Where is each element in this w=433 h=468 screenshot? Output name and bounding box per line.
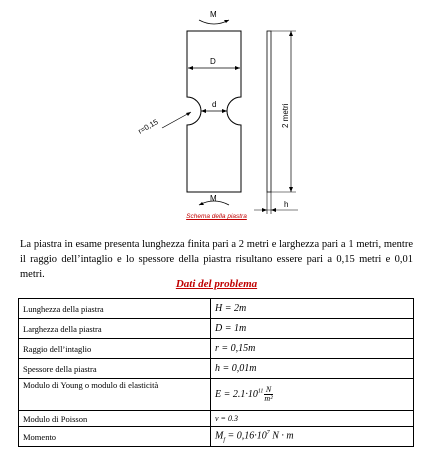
table-row (19, 411, 414, 427)
row-value (211, 379, 414, 411)
row-value: D = 1m (211, 319, 414, 339)
row-label: Modulo di Young o modulo di elasticità (19, 379, 211, 411)
row-label: Lunghezza della piastra (19, 299, 211, 319)
description-paragraph: La piastra in esame presenta lunghezza finita pari a 2 metri e larghezza pari a 1 metri, mentre il raggio dell’intaglio e lo spessore della piastra risultano essere pari a 0,15 metri e 0,01 metri. (20, 239, 413, 280)
table-row (19, 339, 414, 359)
plate-side-view (267, 31, 271, 192)
length-label: 2 metri (281, 103, 290, 128)
table-row (19, 319, 414, 339)
row-label: Modulo di Poisson (19, 411, 211, 427)
row-label: Spessore della piastra (19, 359, 211, 379)
row-label: Momento (19, 427, 211, 447)
plate-outline (187, 31, 241, 192)
young-prefix: E = 2.1·10 (215, 388, 258, 400)
d-label: d (212, 100, 217, 109)
table-row (19, 299, 414, 319)
h-label: h (284, 200, 289, 209)
row-value (211, 427, 414, 447)
young-exponent: 11 (257, 388, 264, 395)
moment-unit: N · m (269, 430, 294, 442)
young-unit-denominator: m² (264, 394, 273, 403)
row-value: H = 2m (211, 299, 414, 319)
moment-bottom-label: M (210, 194, 217, 203)
row-value: r = 0,15m (211, 339, 414, 359)
section-heading: Dati del problema (175, 278, 258, 290)
D-label: D (210, 57, 216, 66)
radius-arrowhead (186, 112, 191, 116)
moment-top-label: M (210, 10, 217, 19)
young-unit-numerator: N (265, 385, 272, 394)
moment-exponent: 7 (266, 429, 270, 436)
young-unit-fraction (264, 386, 272, 403)
row-label: Larghezza della piastra (19, 319, 211, 339)
moment-value: = 0,16·10 (225, 430, 267, 442)
row-label: Raggio dell’intaglio (19, 339, 211, 359)
top-moment-arrowhead (224, 20, 229, 23)
table-row (19, 359, 414, 379)
row-value: h = 0,01m (211, 359, 414, 379)
moment-symbol: M (215, 430, 224, 442)
data-table (18, 298, 414, 447)
table-row (19, 379, 414, 411)
bottom-moment-arrowhead (199, 202, 204, 205)
row-value: ν = 0.3 (211, 411, 414, 427)
figure-caption: Schema della piastra (186, 213, 247, 220)
radius-label: r=0,15 (136, 117, 160, 136)
moment-subscript: f (223, 437, 226, 444)
plate-schematic (0, 0, 433, 225)
table-row (19, 427, 414, 447)
